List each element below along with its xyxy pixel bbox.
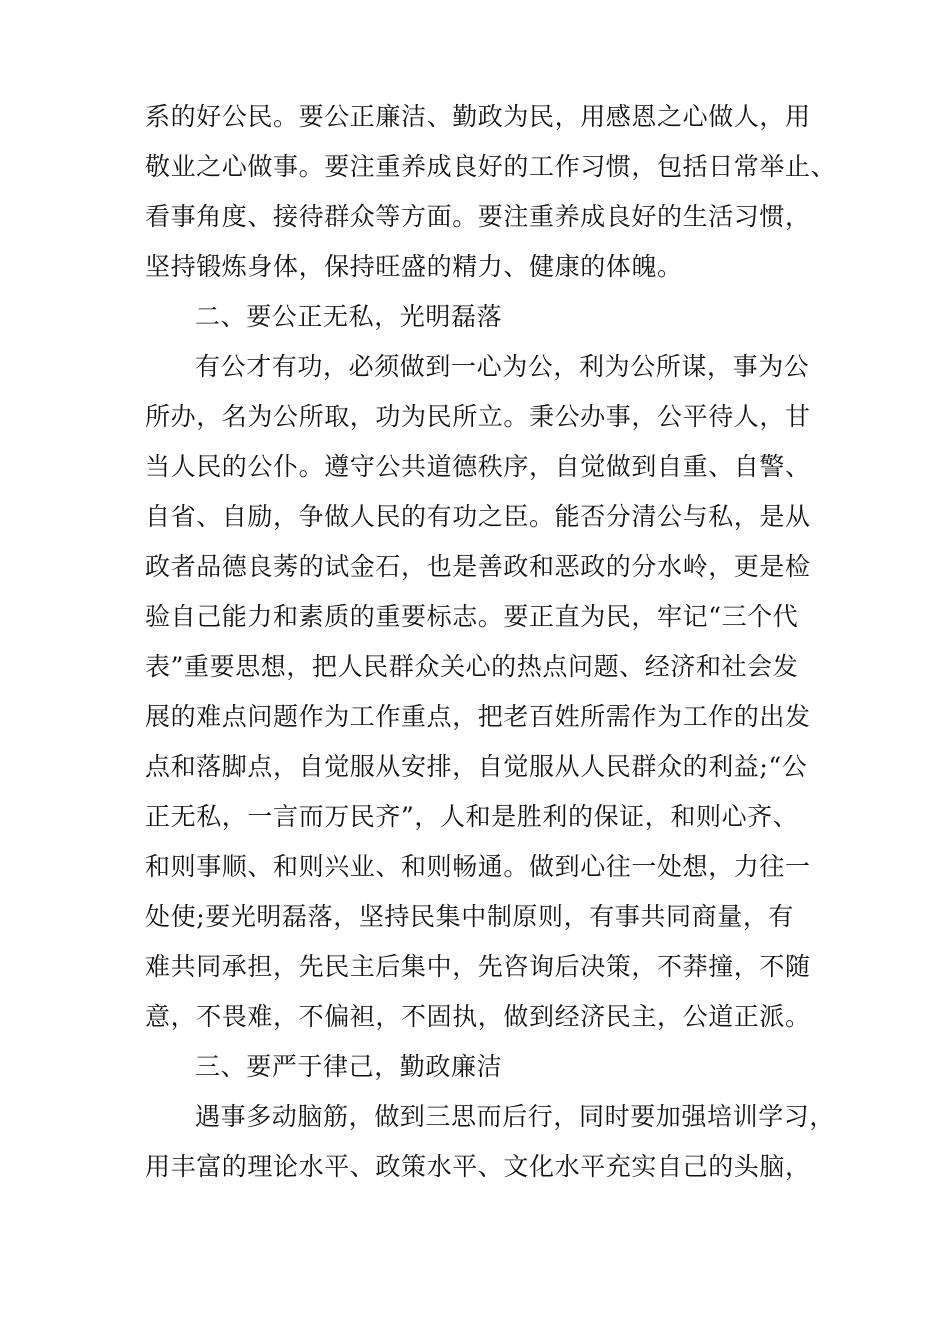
text-line: 表”重要思想，把人民群众关心的热点问题、经济和社会发 — [145, 652, 799, 681]
text-line: 系的好公民。要公正廉洁、勤政为民，用感恩之心做人，用 — [145, 102, 811, 131]
text-line: 难共同承担，先民主后集中，先咨询后决策，不莽撞，不随 — [145, 952, 811, 981]
section-heading: 三、要严于律己，勤政廉洁 — [195, 1052, 503, 1081]
text-line: 自省、自励，争做人民的有功之臣。能否分清公与私，是从 — [145, 502, 811, 531]
text-line: 验自己能力和素质的重要标志。要正直为民，牢记“三个代 — [145, 602, 799, 631]
text-line: 坚持锻炼身体，保持旺盛的精力、健康的体魄。 — [145, 252, 683, 281]
text-line: 有公才有功，必须做到一心为公，利为公所谋，事为公 — [195, 352, 810, 381]
text-line: 敬业之心做事。要注重养成良好的工作习惯，包括日常举止、 — [145, 152, 837, 181]
text-line: 遇事多动脑筋，做到三思而后行，同时要加强培训学习， — [195, 1102, 836, 1131]
text-line: 正无私，一言而万民齐”，人和是胜利的保证，和则心齐、 — [145, 802, 799, 831]
text-line: 和则事顺、和则兴业、和则畅通。做到心往一处想，力往一 — [145, 852, 811, 881]
text-line: 政者品德良莠的试金石，也是善政和恶政的分水岭，更是检 — [145, 552, 811, 581]
text-line: 当人民的公仆。遵守公共道德秩序，自觉做到自重、自警、 — [145, 452, 811, 481]
text-line: 展的难点问题作为工作重点，把老百姓所需作为工作的出发 — [145, 702, 811, 731]
text-line: 所办，名为公所取，功为民所立。秉公办事，公平待人，甘 — [145, 402, 811, 431]
text-line: 用丰富的理论水平、政策水平、文化水平充实自己的头脑， — [145, 1152, 811, 1181]
text-line: 看事角度、接待群众等方面。要注重养成良好的生活习惯， — [145, 202, 811, 231]
text-line: 处使;要光明磊落，坚持民集中制原则，有事共同商量，有 — [145, 902, 795, 931]
text-line: 意，不畏难，不偏袒，不固执，做到经济民主，公道正派。 — [145, 1002, 811, 1031]
text-line: 点和落脚点，自觉服从安排，自觉服从人民群众的利益;“公 — [145, 752, 808, 781]
section-heading: 二、要公正无私，光明磊落 — [195, 302, 503, 331]
